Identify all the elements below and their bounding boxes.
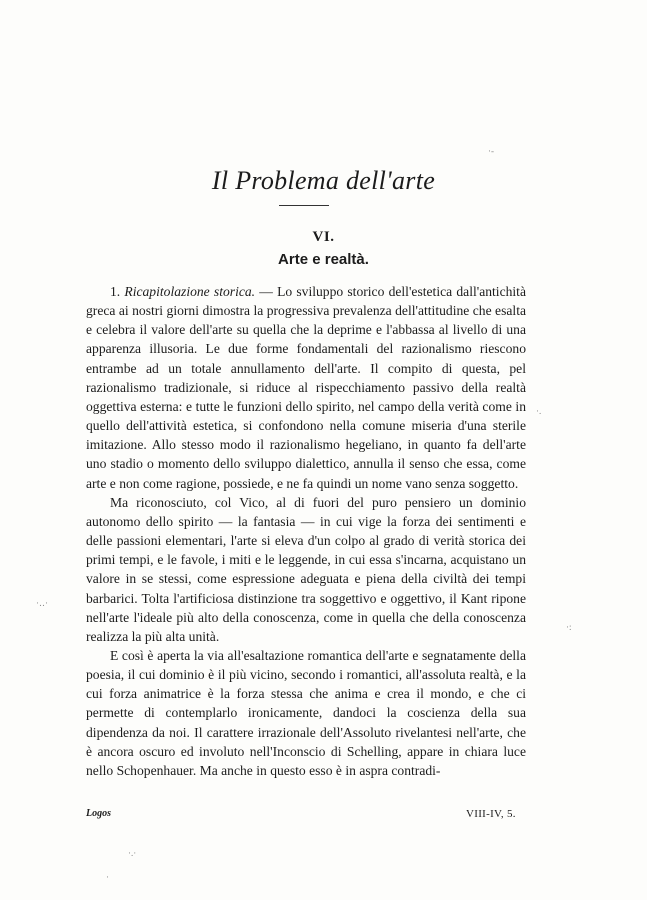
scan-speck: ·‐ xyxy=(488,146,494,156)
paragraph-2: Ma riconosciuto, col Vico, al di fuori del puro pensiero un dominio autonomo dello spirito — la fantasia — in cui vige la forza dei sentimenti e delle passioni elementari, l'arte si eleva d'un colpo al grado di verità storica dei primi tempi, e le favole, i miti e le leggende, in cui essa s'incarna, acquistano un valore in se stessi, come espressione adeguata e piena della civiltà dei tempi barbarici. Tolta l'artificiosa distinzione tra soggettivo e oggettivo, il Kant ripone nell'arte l'ideale più alto della conoscenza, come in quella che della conoscenza realizza la più alta unità. xyxy=(86,494,526,644)
scan-speck: ·.· xyxy=(128,848,137,858)
title-divider xyxy=(279,205,329,206)
chapter-title: Arte e realtà. xyxy=(278,251,369,268)
paragraph-text: — Lo sviluppo storico dell'estetica dall'antichità greca ai nostri giorni dimostra la progressiva prevalenza dell'attitudine che esalta e celebra il valore dell'arte su quella che la deprime e l'abbassa al livello di una apparenza illusoria. Le due forme fondamentali del razionalismo riescono entrambe ad un totale annullamento dell'arte. Il compito di questa, pel razionalismo tradizionale, si riduce al rispecchiamento passivo della realtà oggettiva esterna: e tutte le funzioni dello spirito, nel campo della verità come in quello dell'attività estetica, si confondono nella comune miseria d'una sterile imitazione. Allo stesso modo il razionalismo hegeliano, in quanto fa dell'arte uno stadio o momento dello sviluppo dialettico, annulla il senso che essa, come arte e non come ragione, possiede, e ne fa quindi un nome vano senza soggetto. xyxy=(86,284,526,491)
section-heading: Ricapitolazione storica. xyxy=(124,284,256,299)
scan-speck: ·. xyxy=(536,406,542,416)
journal-signature: Logos xyxy=(86,808,111,819)
paragraph-1 xyxy=(86,282,526,493)
paragraph-number: 1. xyxy=(110,284,125,299)
scan-speck: ·‥· xyxy=(36,598,48,608)
chapter-number: VI. xyxy=(312,229,335,245)
body-text xyxy=(86,282,526,780)
page-title: Il Problema dell'arte xyxy=(211,166,436,195)
paragraph-3: E così è aperta la via all'esaltazione romantica dell'arte e segnatamente della poesia, il cui dominio è il più vicino, secondo i romantici, all'assoluta realtà, e la cui forza animatrice è la forza stessa che anima e crea il mondo, e che ci permette di contemplarlo ironicamente, dandoci la coscienza della sua dipendenza da noi. Il carattere irrazionale dell'Assoluto rivelantesi nell'arte, che è ancora oscuro ed involuto nell'Inconscio di Schelling, appare in chiara luce nello Schopenhauer. Ma anche in questo esso è in aspra contradi- xyxy=(86,647,526,778)
scan-speck: · xyxy=(106,872,109,882)
volume-reference: VIII-IV, 5. xyxy=(466,808,516,820)
scan-speck: ·: xyxy=(566,622,572,632)
